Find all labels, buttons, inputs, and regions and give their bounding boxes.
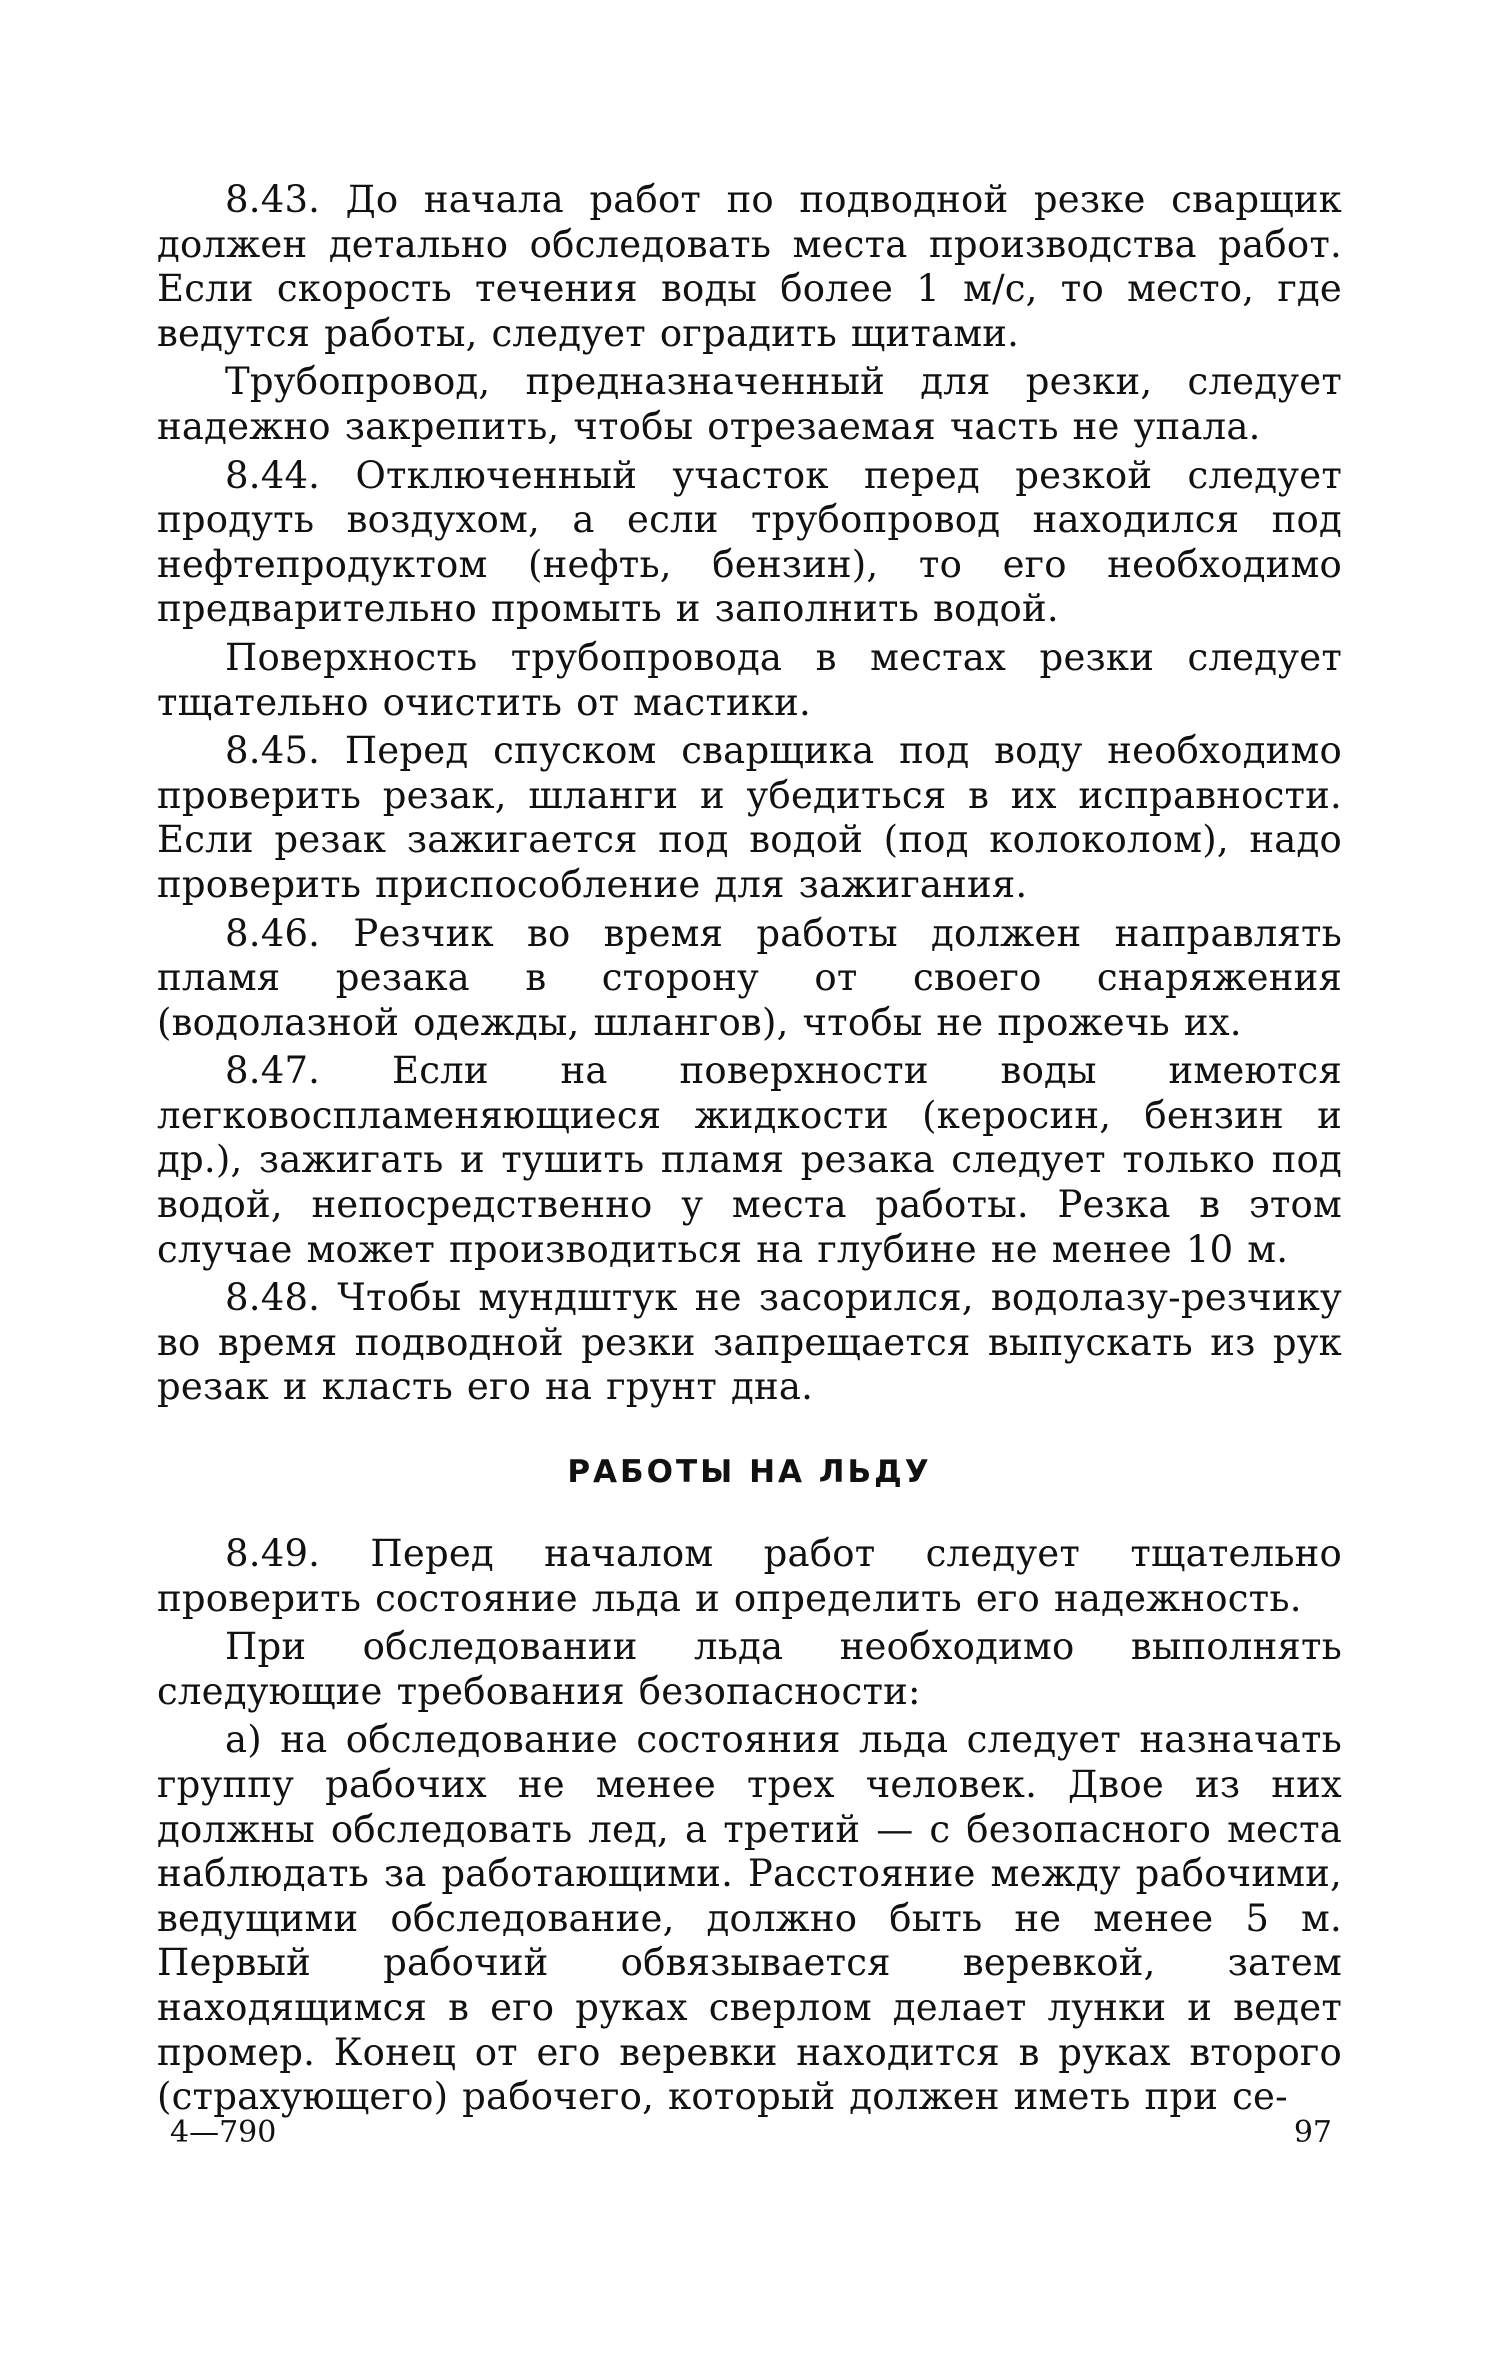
- page-number: 97: [1293, 2115, 1332, 2150]
- paragraph-ice-inspection: При обследовании льда необходимо выполнять следующие требования безопасности:: [157, 1625, 1342, 1713]
- paragraph-8-45: 8.45. Перед спуском сварщика под воду необходимо проверить резак, шланги и убедиться в их исправности. Если резак зажигается под водой (под колоколом), надо проверить приспособление для зажигания.: [157, 729, 1342, 906]
- paragraph-8-46: 8.46. Резчик во время работы должен направлять пламя резака в сторону от своего снаряжения (водолазной одежды, шлангов), чтобы не прожечь их.: [157, 911, 1342, 1044]
- signature-mark: 4—790: [170, 2115, 277, 2150]
- paragraph-8-48: 8.48. Чтобы мундштук не засорился, водолазу-резчику во время подводной резки запрещается выпускать из рук резак и класть его на грунт дна.: [157, 1276, 1342, 1409]
- paragraph-8-49: 8.49. Перед началом работ следует тщательно проверить состояние льда и определить его надежность.: [157, 1532, 1342, 1620]
- section-heading: РАБОТЫ НА ЛЬДУ: [567, 1454, 932, 1491]
- paragraph-8-47: 8.47. Если на поверхности воды имеются легковоспламеняющиеся жидкости (керосин, бензин и др.), зажигать и тушить пламя резака следует только под водой, непосредственно у места работы. Резка в этом случае может производиться на глубине не менее 10 м.: [157, 1049, 1342, 1271]
- paragraph-pipeline-fixing: Трубопровод, предназначенный для резки, следует надежно закрепить, чтобы отрезаемая часть не упала.: [157, 360, 1342, 448]
- page-body: [157, 178, 1342, 2124]
- paragraph-8-44: 8.44. Отключенный участок перед резкой следует продуть воздухом, а если трубопровод находился под нефтепродуктом (нефть, бензин), то его необходимо предварительно промыть и заполнить водой.: [157, 453, 1342, 631]
- paragraph-item-a: а) на обследование состояния льда следует назначать группу рабочих не менее трех человек. Двое из них должны обследовать лед, а третий — с безопасного места наблюдать за работающими. Расстояние между рабочими, ведущими обследование, должно быть не менее 5 м. Первый рабочий обвязывается веревкой, затем находящимся в его руках сверлом делает лунки и ведет промер. Конец от его веревки находится в руках второго (страхующего) рабочего, который должен иметь при се-: [157, 1718, 1342, 2119]
- paragraph-surface-cleaning: Поверхность трубопровода в местах резки следует тщательно очистить от мастики.: [157, 635, 1342, 724]
- paragraph-8-43: 8.43. До начала работ по подводной резке сварщик должен детально обследовать места производства работ. Если скорость течения воды более 1 м/с, то место, где ведутся работы, следует оградить щитами.: [157, 178, 1342, 355]
